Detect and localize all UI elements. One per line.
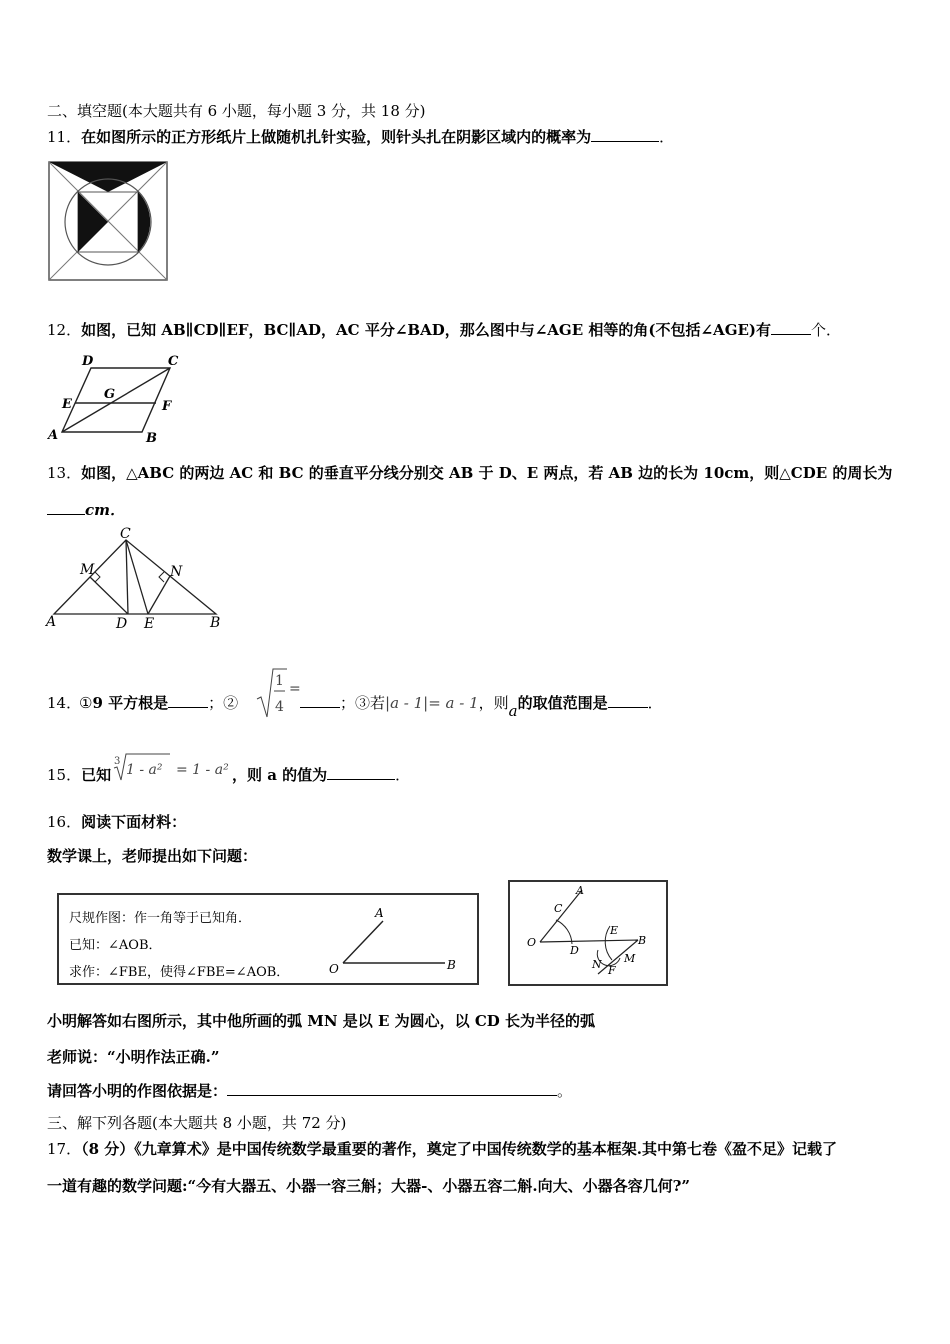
q16-line5 (47, 1081, 572, 1101)
q16-box-line1: 尺规作图：作一角等于已知角． (69, 911, 252, 926)
q16-line5-text: 请回答小明的作图依据是： (47, 1082, 228, 1100)
q12-text: 如图，已知 AB∥CD∥EF，BC∥AD，AC 平分∠BAD，那么图中与∠AGE 相等的角(不包括∠AGE)有 (81, 321, 772, 339)
q14-blank-1[interactable] (168, 693, 208, 708)
q13-label-d: D (116, 616, 128, 632)
q11-end: ． (659, 128, 675, 146)
q16-angle-aob (319, 903, 469, 979)
q14-eq: = (289, 681, 301, 697)
q13-text: 如图，△ABC 的两边 AC 和 BC 的垂直平分线分别交 AB 于 D、E 两点，若 AB 边的长为 10cm，则△CDE 的周长为 (81, 464, 893, 482)
q16-box-line3: 求作：∠FBE，使得∠FBE=∠AOB． (69, 965, 290, 980)
q13-unit: cm． (85, 501, 126, 519)
q16-intro: 阅读下面材料： (81, 813, 187, 831)
q13-label-b: B (210, 615, 221, 631)
q13-answer-blank[interactable] (47, 500, 85, 515)
q12-parallelogram-figure (44, 352, 194, 448)
q12-label-a: A (48, 428, 59, 443)
q12-number: 12． (47, 321, 82, 339)
q13-label-e: E (144, 616, 155, 632)
q15-end: ． (395, 766, 411, 784)
q14-sep-3: ；③若 (340, 694, 386, 712)
q16-end: 。 (557, 1082, 573, 1100)
q17-line1: （8 分）《九章算术》是中国传统数学最重要的著作，奠定了中国传统数学的基本框架.其中第七卷《盈不足》记载了 (81, 1140, 837, 1158)
q16-box-label-o: O (329, 962, 339, 976)
q16-fig-label-a: A (576, 884, 584, 897)
section-3-heading: 三、解下列各题(本大题共 8 小题，共 72 分) (47, 1114, 347, 1132)
question-15 (47, 765, 111, 785)
q16-answer-blank[interactable] (227, 1081, 557, 1096)
section-2-heading: 二、填空题(本大题共有 6 小题，每小题 3 分，共 18 分) (47, 102, 426, 120)
question-15-tail (232, 765, 410, 785)
q14-abs-expr: |a - 1| (385, 694, 429, 712)
q16-fig-label-f: F (608, 964, 616, 977)
q15-pre: 已知 (81, 766, 112, 784)
question-12 (47, 320, 841, 340)
q15-post: ，则 a 的值为 (232, 766, 328, 784)
q16-box-line2: 已知：∠AOB． (69, 938, 162, 953)
q12-label-e: E (62, 397, 72, 412)
q16-fig-label-b: B (638, 934, 647, 947)
q13-label-n: N (170, 564, 183, 580)
q12-answer-blank[interactable] (771, 320, 811, 335)
q11-text: 在如图所示的正方形纸片上做随机扎针实验，则针头扎在阴影区域内的概率为 (81, 128, 592, 146)
q15-number: 15． (47, 766, 82, 784)
q12-end: 个． (811, 321, 842, 339)
q16-solution-figure (508, 880, 668, 986)
question-13 (47, 463, 892, 483)
q12-label-d: D (82, 354, 94, 369)
q15-root-index: 3 (114, 756, 121, 767)
q14-then: ，则 (478, 694, 509, 712)
q13-label-m: M (80, 562, 95, 578)
q15-answer-blank[interactable] (327, 765, 395, 780)
q11-number: 11． (47, 128, 82, 146)
q16-fig-label-c: C (554, 902, 563, 915)
q16-fig-label-m: M (624, 952, 636, 965)
q16-number: 16． (47, 813, 82, 831)
q15-cube-root-equation (112, 752, 236, 784)
q14-blank-2[interactable] (300, 693, 340, 708)
q16-box-label-a: A (375, 906, 384, 920)
q12-label-b: B (146, 431, 157, 446)
q11-square-figure (48, 161, 170, 283)
q14-range-text: 的取值范围是 (517, 694, 608, 712)
q13-triangle-figure (44, 526, 230, 632)
q16-line4: 老师说：“小明作法正确.” (47, 1048, 220, 1066)
q14-p1-text: 9 平方根是 (92, 694, 169, 712)
q17-line2: 一道有趣的数学问题:“今有大器五、小器一容三斛；大器-、小器五容二斛.向大、小器各容几何?” (47, 1177, 691, 1195)
q16-fig-label-n: N (592, 958, 602, 971)
q14-frac-num: 1 (275, 673, 284, 689)
q16-fig-label-e: E (610, 924, 619, 937)
q11-answer-blank[interactable] (591, 127, 659, 142)
q15-radicand: 1 - a² (126, 762, 163, 778)
q16-line3: 小明解答如右图所示，其中他所画的弧 MN 是以 E 为圆心，以 CD 长为半径的弧 (47, 1012, 596, 1030)
q12-label-c: C (168, 354, 179, 369)
q14-sep-2: ；② (208, 694, 239, 712)
q14-frac-den: 4 (275, 699, 284, 715)
q16-fig-label-o: O (527, 936, 537, 949)
question-11 (47, 127, 674, 147)
q13-label-a: A (46, 614, 57, 630)
q14-circle-1: ① (79, 694, 93, 712)
q14-part3 (300, 693, 663, 720)
q15-rhs: = 1 - a² (176, 762, 229, 778)
q14-number: 14． (47, 694, 82, 712)
q17-number: 17． (47, 1140, 82, 1158)
q12-label-g: G (104, 387, 116, 402)
q13-label-c: C (120, 526, 131, 542)
q14-end: ． (647, 694, 663, 712)
question-13-line2 (47, 500, 125, 520)
question-17 (47, 1139, 837, 1159)
q13-number: 13． (47, 464, 82, 482)
q14-var-a: a (508, 702, 518, 720)
q16-box-label-b: B (447, 958, 456, 972)
q16-problem-box (57, 893, 479, 985)
question-16 (47, 812, 186, 832)
q16-line2: 数学课上，老师提出如下问题： (47, 847, 258, 865)
q14-blank-3[interactable] (608, 693, 648, 708)
q14-part1 (79, 693, 238, 713)
q14-sqrt-fraction (255, 667, 305, 721)
q16-solution-drawing (510, 882, 666, 984)
q12-label-f: F (162, 399, 172, 414)
q16-fig-label-d: D (570, 944, 579, 957)
q14-abs-rhs: = a - 1 (428, 694, 479, 712)
